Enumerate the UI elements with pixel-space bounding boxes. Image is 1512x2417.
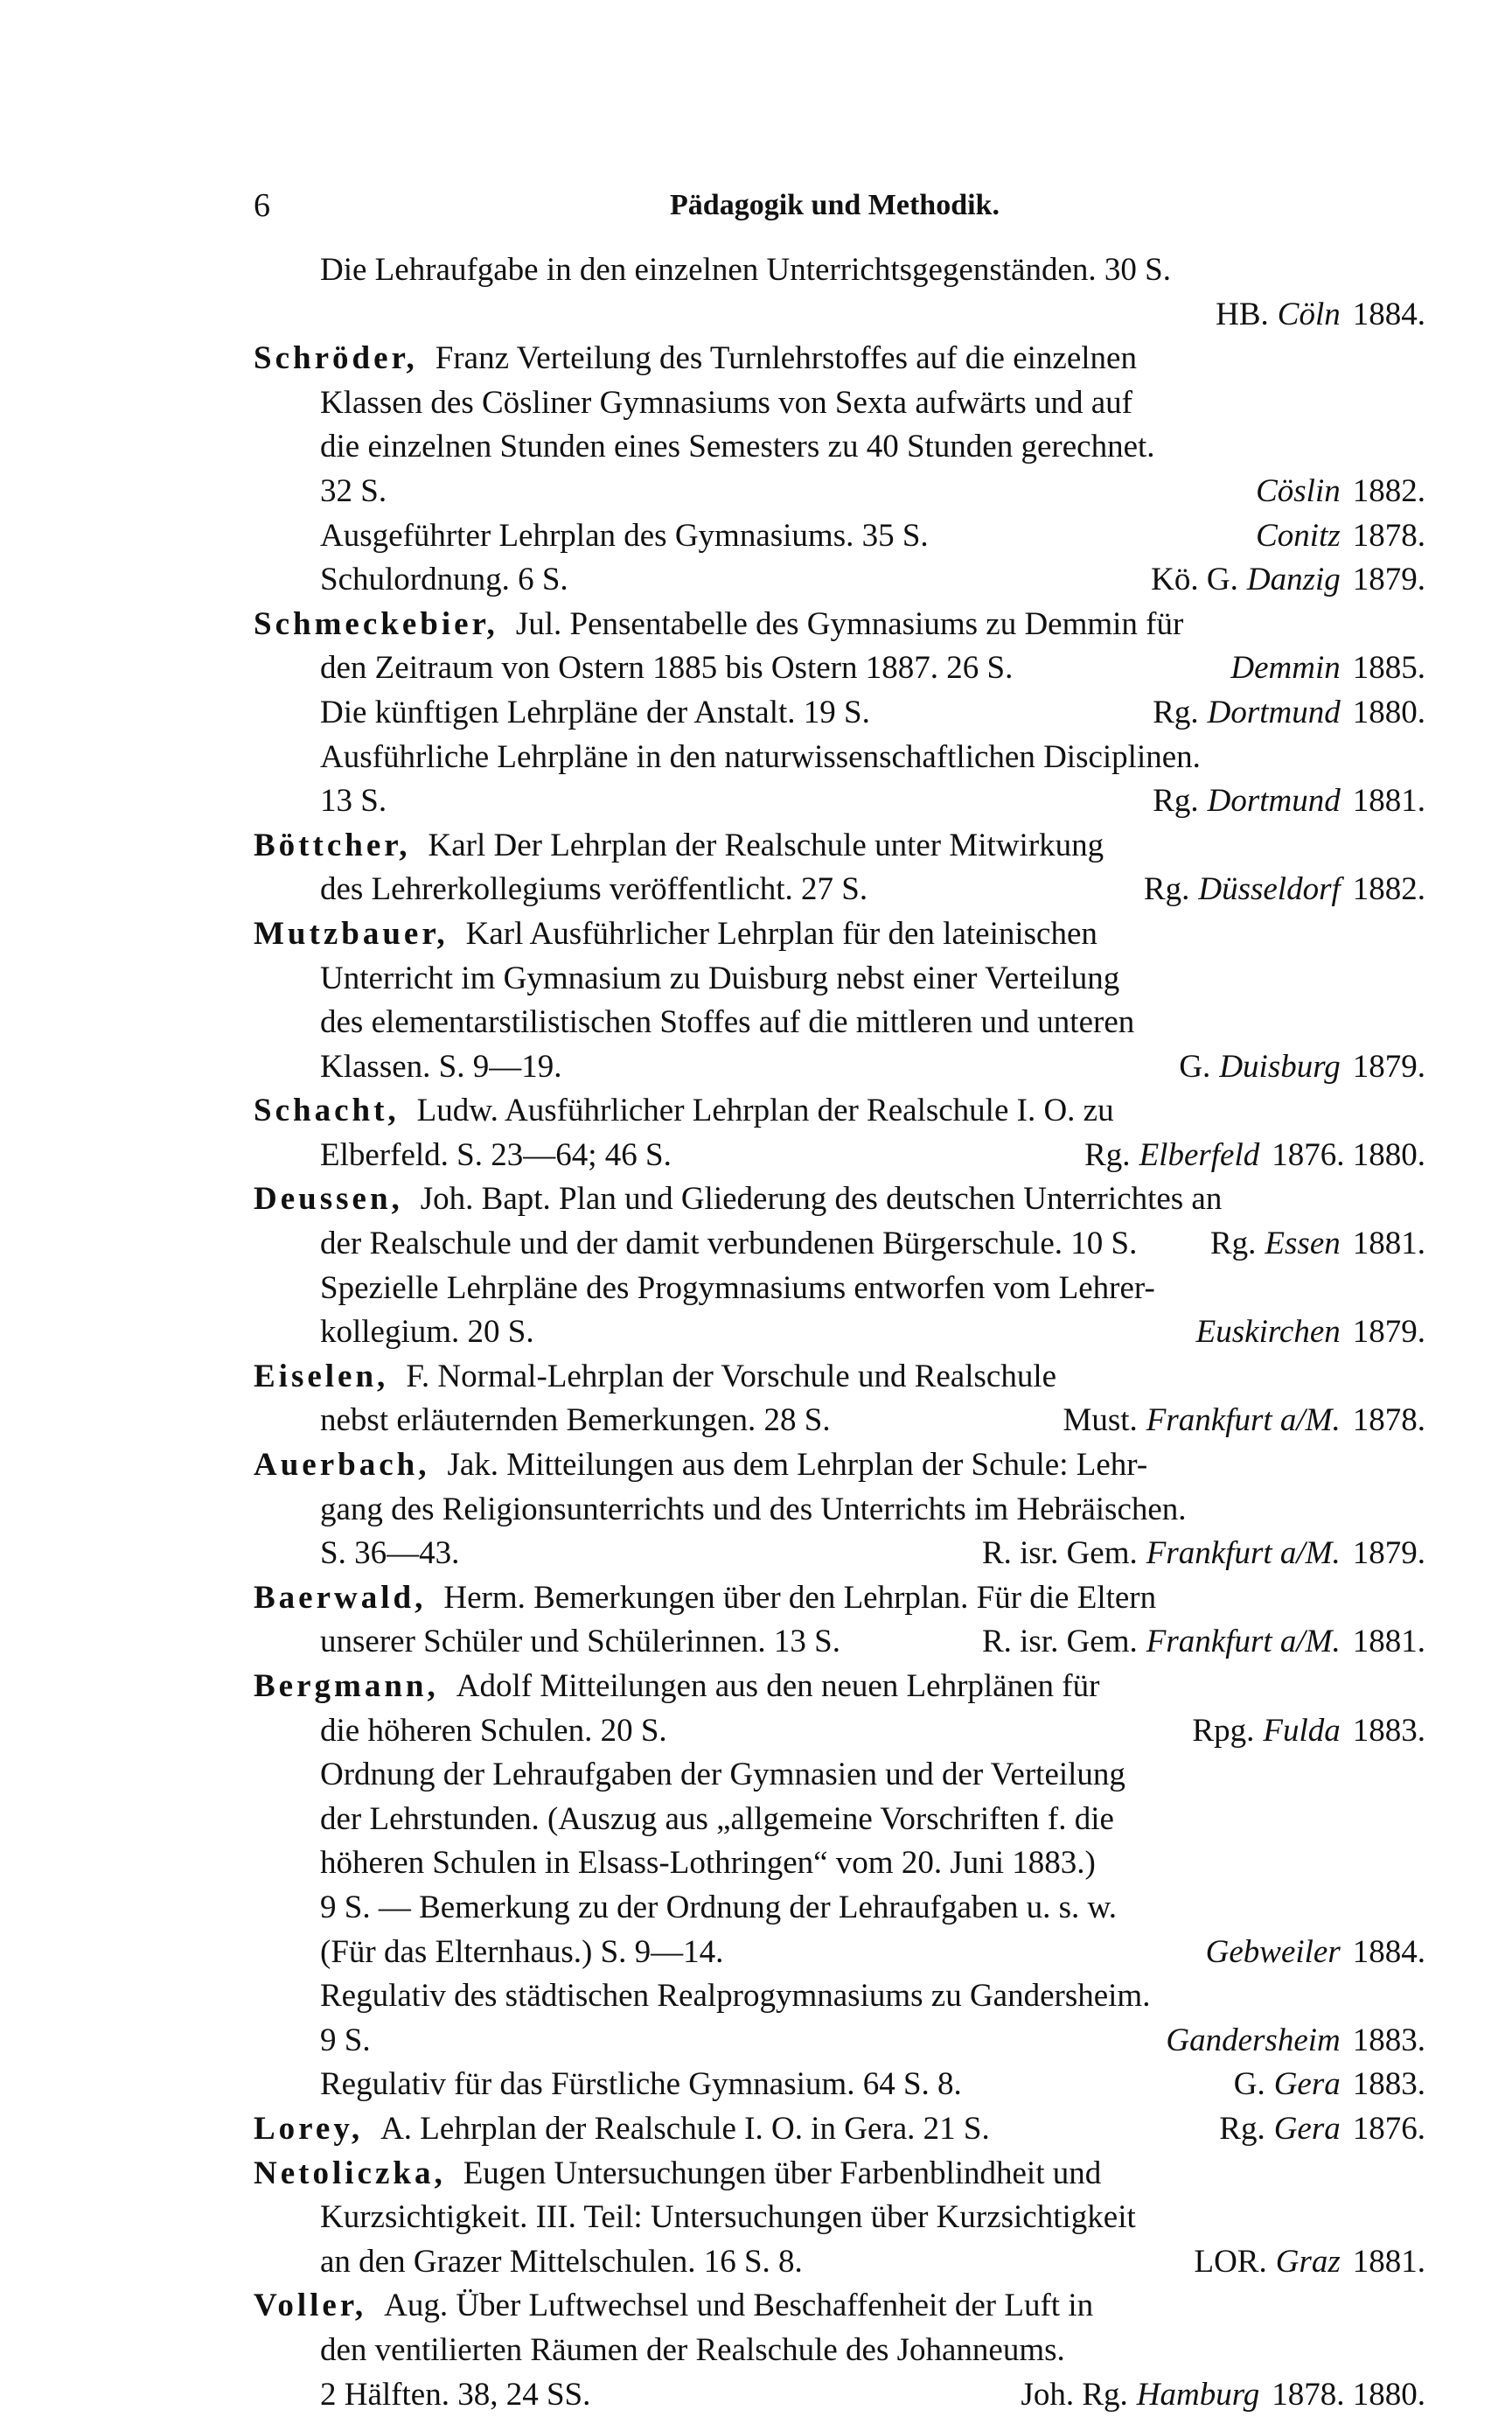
entry-text: Jak. Mitteilungen aus dem Lehrplan der Schule: Lehr- — [447, 1443, 1425, 1488]
entry-text: 2 Hälften. 38, 24 SS. — [320, 2373, 590, 2417]
school-type: Rg. — [1153, 779, 1198, 824]
imprint — [1070, 1134, 1425, 1178]
publication-year: 1882. — [1353, 868, 1425, 912]
entry-line — [254, 957, 1425, 1002]
publication-year: 1880. — [1353, 691, 1425, 736]
place-name: Gera — [1274, 2063, 1341, 2107]
school-type: Must. — [1063, 1399, 1137, 1443]
entry-text: Elberfeld. S. 23—64; 46 S. — [320, 1134, 672, 1178]
entry-line — [254, 470, 1425, 514]
publication-year: 1885. — [1353, 646, 1425, 691]
running-header — [254, 179, 1416, 232]
school-type: R. isr. Gem. — [982, 1532, 1138, 1576]
imprint — [1242, 470, 1425, 514]
publication-year: 1876. 1880. — [1272, 1134, 1425, 1178]
place-name: Graz — [1276, 2240, 1341, 2285]
entry-text: der Realschule und der damit verbundenen Bürgerschule. 10 S. — [320, 1222, 1137, 1267]
publication-year: 1881. — [1353, 2240, 1425, 2285]
school-type: Rg. — [1219, 2107, 1265, 2152]
imprint — [1165, 1045, 1425, 1090]
entry-first-line — [254, 1576, 1425, 1621]
entry-line — [254, 736, 1425, 780]
entry-text: Schulordnung. 6 S. — [320, 558, 568, 603]
place-name: Essen — [1265, 1222, 1340, 1267]
imprint — [1130, 868, 1425, 912]
entry-line — [254, 1310, 1425, 1355]
entry-text: Ausführliche Lehrpläne in den naturwissenschaftlichen Disciplinen. — [320, 736, 1425, 780]
entry-line — [254, 1267, 1425, 1311]
entry-text: Die Lehraufgabe in den einzelnen Unterrichtsgegenständen. 30 S. — [320, 248, 1425, 293]
author-name: Bergmann, — [254, 1665, 439, 1709]
publication-year: 1879. — [1353, 1045, 1425, 1090]
school-type: R. isr. Gem. — [982, 1620, 1138, 1665]
publication-year: 1883. — [1353, 1709, 1425, 1754]
school-type: G. — [1234, 2063, 1265, 2107]
entry-text: F. Normal-Lehrplan der Vorschule und Realschule — [406, 1355, 1425, 1400]
bibliography-list — [254, 248, 1425, 2417]
imprint — [1216, 646, 1425, 691]
entry-line — [254, 2329, 1425, 2373]
school-type: LOR. — [1194, 2240, 1266, 2285]
school-type: Rg. — [1144, 868, 1189, 912]
entry-text: Jul. Pensentabelle des Gymnasiums zu Demmin für — [516, 603, 1425, 647]
imprint — [1049, 1399, 1425, 1443]
entry-line — [254, 1399, 1425, 1443]
publication-year: 1876. — [1353, 2107, 1425, 2152]
publication-year: 1879. — [1353, 1532, 1425, 1576]
entry-text: Klassen des Cösliner Gymnasiums von Sexta aufwärts und auf — [320, 381, 1425, 426]
author-name: Netoliczka, — [254, 2152, 446, 2197]
entry-text: Unterricht im Gymnasium zu Duisburg nebst einer Verteilung — [320, 957, 1425, 1002]
entry-text: S. 36—43. — [320, 1532, 459, 1576]
imprint — [1180, 2240, 1425, 2285]
place-name: Conitz — [1256, 514, 1341, 559]
entry-line — [254, 1753, 1425, 1798]
entry-first-line — [254, 1089, 1425, 1134]
entry-line — [254, 2373, 1425, 2417]
school-type: Rpg. — [1192, 1709, 1254, 1754]
author-name: Auerbach, — [254, 1443, 429, 1488]
entry-line — [254, 691, 1425, 736]
place-name: Demmin — [1230, 646, 1340, 691]
place-name: Gera — [1274, 2107, 1341, 2152]
entry-text: Karl Ausführlicher Lehrplan für den lateinischen — [466, 912, 1425, 957]
entry-text: des Lehrerkollegiums veröffentlicht. 27 S. — [320, 868, 867, 912]
entry-text: 32 S. — [320, 470, 387, 514]
entry-text: Karl Der Lehrplan der Realschule unter Mitwirkung — [429, 824, 1425, 869]
publication-year: 1883. — [1353, 2063, 1425, 2107]
entry-line — [254, 425, 1425, 470]
entry-line — [254, 381, 1425, 426]
entry-line — [254, 248, 1425, 293]
entry-line — [254, 1886, 1425, 1931]
place-name: Euskirchen — [1196, 1310, 1341, 1355]
imprint — [1196, 1222, 1425, 1267]
entry-text: Die künftigen Lehrpläne der Anstalt. 19 S. — [320, 691, 870, 736]
page-number: 6 — [254, 186, 270, 225]
entry-line — [254, 1045, 1425, 1090]
author-name: Böttcher, — [254, 824, 411, 869]
school-type: Kö. G. — [1151, 558, 1238, 603]
entry-line — [254, 1974, 1425, 2019]
entry-line — [254, 293, 1425, 338]
entry-text: Joh. Bapt. Plan und Gliederung des deutschen Unterrichtes an — [421, 1177, 1425, 1222]
entry-line — [254, 2196, 1425, 2240]
place-name: Gebweiler — [1206, 1931, 1341, 1975]
publication-year: 1878. 1880. — [1272, 2373, 1425, 2417]
entry-line — [254, 1222, 1425, 1267]
entry-text: Regulativ für das Fürstliche Gymnasium. 64 S. 8. — [320, 2063, 962, 2107]
place-name: Duisburg — [1219, 1045, 1340, 1090]
entry-text: unserer Schüler und Schülerinnen. 13 S. — [320, 1620, 840, 1665]
publication-year: 1879. — [1353, 1310, 1425, 1355]
school-type: G. — [1179, 1045, 1210, 1090]
place-name: Frankfurt a/M. — [1146, 1620, 1341, 1665]
entry-text: höheren Schulen in Elsass-Lothringen“ vom 20. Juni 1883.) — [320, 1841, 1425, 1886]
imprint — [1242, 514, 1425, 559]
author-name: Baerwald, — [254, 1576, 426, 1621]
running-title: Pädagogik und Methodik. — [670, 189, 1000, 222]
entry-text: den Zeitraum von Ostern 1885 bis Ostern 1887. 26 S. — [320, 646, 1013, 691]
entry-text: Regulativ des städtischen Realprogymnasiums zu Gandersheim. — [320, 1974, 1425, 2019]
entry-line — [254, 779, 1425, 824]
publication-year: 1883. — [1353, 2019, 1425, 2064]
publication-year: 1884. — [1353, 293, 1425, 338]
author-name: Schacht, — [254, 1089, 400, 1134]
publication-year: 1882. — [1353, 470, 1425, 514]
author-name: Eiselen, — [254, 1355, 388, 1400]
place-name: Dortmund — [1208, 691, 1341, 736]
entry-text: des elementarstilistischen Stoffes auf die mittleren und unteren — [320, 1001, 1425, 1045]
school-type: Rg. — [1084, 1134, 1130, 1178]
entry-text: 9 S. — Bemerkung zu der Ordnung der Lehraufgaben u. s. w. — [320, 1886, 1425, 1931]
entry-text: Klassen. S. 9—19. — [320, 1045, 561, 1090]
entry-text: Aug. Über Luftwechsel und Beschaffenheit der Luft in — [384, 2284, 1425, 2329]
entry-first-line — [254, 1177, 1425, 1222]
entry-line — [254, 2240, 1425, 2285]
publication-year: 1879. — [1353, 558, 1425, 603]
entry-line — [254, 868, 1425, 912]
entry-text: 9 S. — [320, 2019, 371, 2064]
place-name: Elberfeld — [1139, 1134, 1260, 1178]
imprint — [1178, 1709, 1425, 1754]
entry-text: die höheren Schulen. 20 S. — [320, 1709, 667, 1754]
entry-text: Herm. Bemerkungen über den Lehrplan. Für die Eltern — [443, 1576, 1425, 1621]
entry-line — [254, 2063, 1425, 2107]
publication-year: 1881. — [1353, 1222, 1425, 1267]
publication-year: 1878. — [1353, 514, 1425, 559]
entry-text: nebst erläuternden Bemerkungen. 28 S. — [320, 1399, 831, 1443]
entry-text: Ausgeführter Lehrplan des Gymnasiums. 35 S. — [320, 514, 929, 559]
imprint — [968, 1532, 1425, 1576]
publication-year: 1878. — [1353, 1399, 1425, 1443]
entry-text: Spezielle Lehrpläne des Progymnasiums entworfen vom Lehrer- — [320, 1267, 1425, 1311]
entry-text: Kurzsichtigkeit. III. Teil: Untersuchungen über Kurzsichtigkeit — [320, 2196, 1425, 2240]
entry-text: Adolf Mitteilungen aus den neuen Lehrplänen für — [456, 1665, 1425, 1709]
place-name: Frankfurt a/M. — [1146, 1399, 1341, 1443]
imprint — [1139, 779, 1425, 824]
publication-year: 1884. — [1353, 1931, 1425, 1975]
imprint — [1139, 691, 1425, 736]
school-type: Joh. Rg. — [1021, 2373, 1127, 2417]
entry-text: die einzelnen Stunden eines Semesters zu 40 Stunden gerechnet. — [320, 425, 1425, 470]
entry-line — [254, 1001, 1425, 1045]
entry-line — [254, 1709, 1425, 1754]
publication-year: 1881. — [1353, 1620, 1425, 1665]
school-type: HB. — [1216, 293, 1269, 338]
entry-line — [254, 646, 1425, 691]
entry-text: den ventilierten Räumen der Realschule des Johanneums. — [320, 2329, 1425, 2373]
place-name: Cöln — [1278, 293, 1341, 338]
entry-text: 13 S. — [320, 779, 387, 824]
imprint — [1007, 2373, 1425, 2417]
place-name: Cöslin — [1256, 470, 1341, 514]
entry-first-line — [254, 912, 1425, 957]
entry-first-line — [254, 824, 1425, 869]
entry-text: Ordnung der Lehraufgaben der Gymnasien und der Verteilung — [320, 1753, 1425, 1798]
imprint — [1152, 2019, 1425, 2064]
entry-text: an den Grazer Mittelschulen. 16 S. 8. — [320, 2240, 803, 2285]
author-name: Schmeckebier, — [254, 603, 498, 647]
entry-text: gang des Religionsunterrichts und des Unterrichts im Hebräischen. — [320, 1488, 1425, 1533]
author-name: Mutzbauer, — [254, 912, 449, 957]
entry-text: (Für das Elternhaus.) S. 9—14. — [320, 1931, 723, 1975]
entry-line — [254, 1841, 1425, 1886]
place-name: Düsseldorf — [1198, 868, 1340, 912]
entry-first-line — [254, 1443, 1425, 1488]
entry-line — [254, 1532, 1425, 1576]
school-type: Rg. — [1210, 1222, 1256, 1267]
place-name: Danzig — [1247, 558, 1341, 603]
school-type: Rg. — [1153, 691, 1198, 736]
entry-first-line — [254, 2152, 1425, 2197]
entry-first-line — [254, 603, 1425, 647]
entry-first-line — [254, 2107, 1425, 2152]
place-name: Frankfurt a/M. — [1146, 1532, 1341, 1576]
entry-line — [254, 1488, 1425, 1533]
entry-first-line — [254, 337, 1425, 381]
entry-line — [254, 2019, 1425, 2064]
imprint — [1205, 2107, 1425, 2152]
place-name: Hamburg — [1137, 2373, 1259, 2417]
publication-year: 1881. — [1353, 779, 1425, 824]
author-name: Voller, — [254, 2284, 366, 2329]
entry-text: Franz Verteilung des Turnlehrstoffes auf die einzelnen — [435, 337, 1425, 381]
entry-text: der Lehrstunden. (Auszug aus „allgemeine Vorschriften f. die — [320, 1798, 1425, 1842]
entry-line — [254, 558, 1425, 603]
place-name: Gandersheim — [1166, 2019, 1340, 2064]
entry-first-line — [254, 1355, 1425, 1400]
entry-text: Eugen Untersuchungen über Farbenblindheit und — [463, 2152, 1425, 2197]
imprint — [968, 1620, 1425, 1665]
entry-text: Ludw. Ausführlicher Lehrplan der Realschule I. O. zu — [417, 1089, 1425, 1134]
imprint — [1202, 293, 1425, 338]
entry-text: A. Lehrplan der Realschule I. O. in Gera. 21 S. — [380, 2107, 990, 2152]
imprint — [1192, 1931, 1425, 1975]
entry-first-line — [254, 2284, 1425, 2329]
entry-line — [254, 1620, 1425, 1665]
place-name: Fulda — [1263, 1709, 1340, 1754]
entry-line — [254, 1798, 1425, 1842]
entry-line — [254, 1134, 1425, 1178]
author-name: Lorey, — [254, 2107, 363, 2152]
imprint — [1220, 2063, 1425, 2107]
entry-text: kollegium. 20 S. — [320, 1310, 534, 1355]
imprint — [1137, 558, 1425, 603]
author-name: Deussen, — [254, 1177, 403, 1222]
place-name: Dortmund — [1208, 779, 1341, 824]
imprint — [1182, 1310, 1425, 1355]
entry-line — [254, 1931, 1425, 1975]
entry-line — [254, 514, 1425, 559]
entry-first-line — [254, 1665, 1425, 1709]
author-name: Schröder, — [254, 337, 418, 381]
